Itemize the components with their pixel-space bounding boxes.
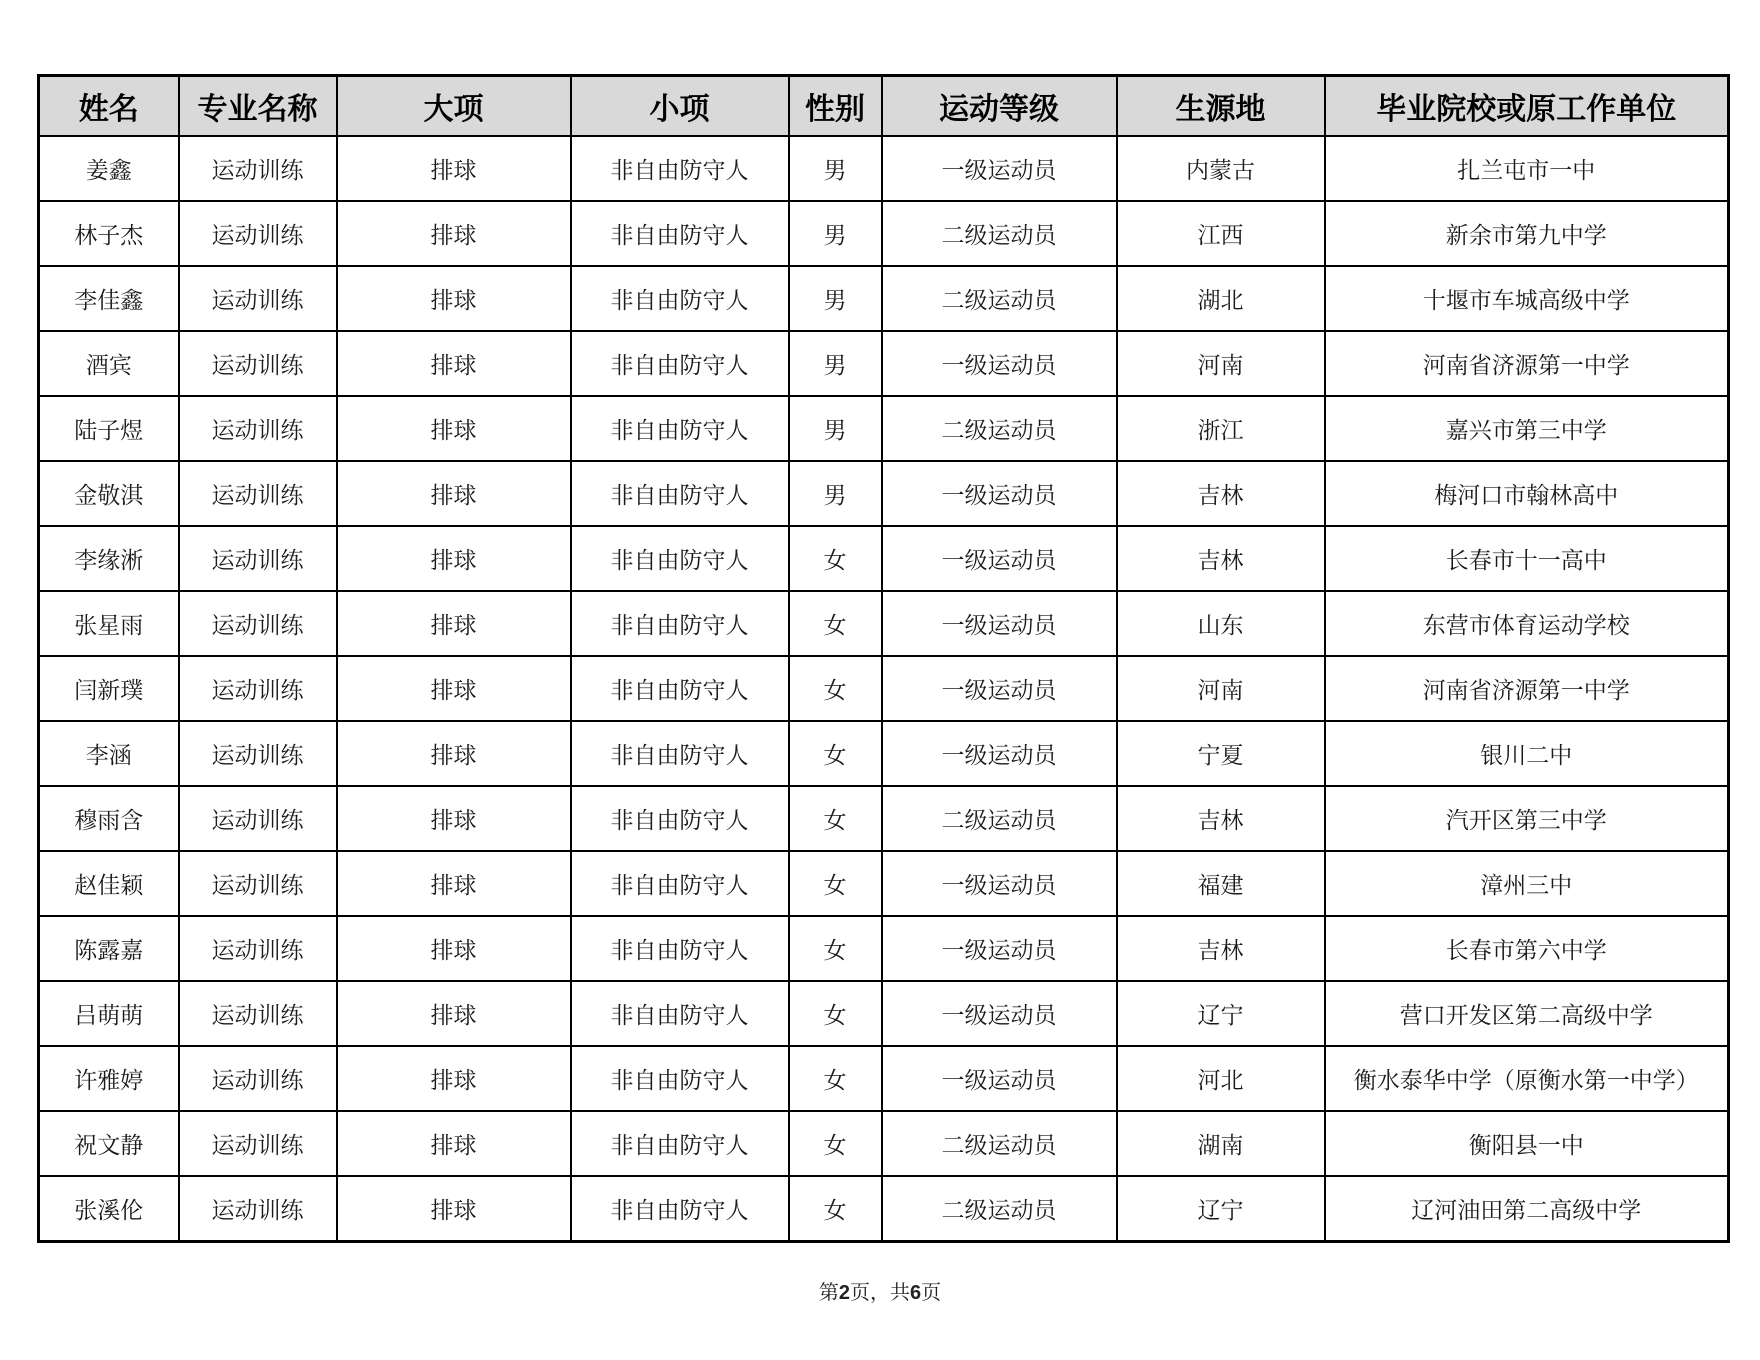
major-cell: 运动训练 [179, 851, 337, 916]
sport-cell: 排球 [337, 851, 571, 916]
gender-cell: 男 [789, 136, 882, 201]
name-cell: 酒宾 [39, 331, 179, 396]
level-cell: 一级运动员 [882, 851, 1117, 916]
origin-cell: 山东 [1117, 591, 1325, 656]
table-row [39, 136, 1729, 201]
level-cell: 一级运动员 [882, 331, 1117, 396]
major-cell: 运动训练 [179, 1046, 337, 1111]
header-origin: 生源地 [1117, 76, 1325, 137]
level-cell: 一级运动员 [882, 591, 1117, 656]
major-cell: 运动训练 [179, 201, 337, 266]
major-cell: 运动训练 [179, 331, 337, 396]
school-cell: 东营市体育运动学校 [1325, 591, 1729, 656]
event-cell: 非自由防守人 [571, 266, 789, 331]
school-cell: 十堰市车城高级中学 [1325, 266, 1729, 331]
header-gender: 性别 [789, 76, 882, 137]
gender-cell: 男 [789, 396, 882, 461]
school-cell: 辽河油田第二高级中学 [1325, 1176, 1729, 1242]
table-row [39, 981, 1729, 1046]
level-cell: 一级运动员 [882, 461, 1117, 526]
gender-cell: 男 [789, 266, 882, 331]
level-cell: 二级运动员 [882, 1111, 1117, 1176]
major-cell: 运动训练 [179, 981, 337, 1046]
name-cell: 金敬淇 [39, 461, 179, 526]
name-cell: 祝文静 [39, 1111, 179, 1176]
school-cell: 河南省济源第一中学 [1325, 656, 1729, 721]
gender-cell: 男 [789, 461, 882, 526]
sport-cell: 排球 [337, 1111, 571, 1176]
level-cell: 一级运动员 [882, 721, 1117, 786]
origin-cell: 吉林 [1117, 461, 1325, 526]
table-row [39, 1176, 1729, 1242]
sport-cell: 排球 [337, 201, 571, 266]
name-cell: 陈露嘉 [39, 916, 179, 981]
table-row [39, 916, 1729, 981]
name-cell: 穆雨含 [39, 786, 179, 851]
event-cell: 非自由防守人 [571, 591, 789, 656]
name-cell: 张溪伦 [39, 1176, 179, 1242]
gender-cell: 女 [789, 591, 882, 656]
major-cell: 运动训练 [179, 591, 337, 656]
name-cell: 李缘淅 [39, 526, 179, 591]
level-cell: 二级运动员 [882, 201, 1117, 266]
major-cell: 运动训练 [179, 526, 337, 591]
event-cell: 非自由防守人 [571, 396, 789, 461]
school-cell: 汽开区第三中学 [1325, 786, 1729, 851]
total-pages-number: 6 [910, 1282, 922, 1304]
gender-cell: 女 [789, 916, 882, 981]
page-middle-text: 页，共 [850, 1280, 910, 1304]
origin-cell: 吉林 [1117, 526, 1325, 591]
header-major: 专业名称 [179, 76, 337, 137]
table-row [39, 1046, 1729, 1111]
page-number [0, 1276, 1760, 1305]
sport-cell: 排球 [337, 1046, 571, 1111]
school-cell: 衡阳县一中 [1325, 1111, 1729, 1176]
header-name: 姓名 [39, 76, 179, 137]
table-row [39, 266, 1729, 331]
name-cell: 许雅婷 [39, 1046, 179, 1111]
school-cell: 营口开发区第二高级中学 [1325, 981, 1729, 1046]
sport-cell: 排球 [337, 136, 571, 201]
table-row [39, 786, 1729, 851]
gender-cell: 女 [789, 851, 882, 916]
gender-cell: 女 [789, 1111, 882, 1176]
name-cell: 林子杰 [39, 201, 179, 266]
gender-cell: 男 [789, 331, 882, 396]
name-cell: 吕萌萌 [39, 981, 179, 1046]
major-cell: 运动训练 [179, 396, 337, 461]
origin-cell: 辽宁 [1117, 981, 1325, 1046]
level-cell: 二级运动员 [882, 1176, 1117, 1242]
gender-cell: 女 [789, 786, 882, 851]
gender-cell: 女 [789, 526, 882, 591]
table-row [39, 721, 1729, 786]
level-cell: 一级运动员 [882, 656, 1117, 721]
sport-cell: 排球 [337, 591, 571, 656]
name-cell: 赵佳颖 [39, 851, 179, 916]
event-cell: 非自由防守人 [571, 916, 789, 981]
origin-cell: 吉林 [1117, 916, 1325, 981]
school-cell: 长春市十一高中 [1325, 526, 1729, 591]
header-athlete-level: 运动等级 [882, 76, 1117, 137]
sport-cell: 排球 [337, 656, 571, 721]
event-cell: 非自由防守人 [571, 1176, 789, 1242]
school-cell: 新余市第九中学 [1325, 201, 1729, 266]
sport-cell: 排球 [337, 266, 571, 331]
school-cell: 河南省济源第一中学 [1325, 331, 1729, 396]
header-sport: 大项 [337, 76, 571, 137]
current-page-number: 2 [838, 1282, 850, 1304]
school-cell: 衡水泰华中学（原衡水第一中学） [1325, 1046, 1729, 1111]
school-cell: 银川二中 [1325, 721, 1729, 786]
name-cell: 姜鑫 [39, 136, 179, 201]
level-cell: 一级运动员 [882, 1046, 1117, 1111]
event-cell: 非自由防守人 [571, 656, 789, 721]
event-cell: 非自由防守人 [571, 136, 789, 201]
gender-cell: 女 [789, 1176, 882, 1242]
major-cell: 运动训练 [179, 786, 337, 851]
major-cell: 运动训练 [179, 1111, 337, 1176]
event-cell: 非自由防守人 [571, 526, 789, 591]
table-row [39, 526, 1729, 591]
level-cell: 二级运动员 [882, 786, 1117, 851]
sport-cell: 排球 [337, 526, 571, 591]
event-cell: 非自由防守人 [571, 201, 789, 266]
origin-cell: 河南 [1117, 331, 1325, 396]
page-suffix: 页 [921, 1280, 942, 1304]
table-row [39, 851, 1729, 916]
table-row [39, 331, 1729, 396]
major-cell: 运动训练 [179, 916, 337, 981]
origin-cell: 辽宁 [1117, 1176, 1325, 1242]
gender-cell: 女 [789, 981, 882, 1046]
origin-cell: 河北 [1117, 1046, 1325, 1111]
event-cell: 非自由防守人 [571, 981, 789, 1046]
level-cell: 一级运动员 [882, 981, 1117, 1046]
origin-cell: 吉林 [1117, 786, 1325, 851]
origin-cell: 湖南 [1117, 1111, 1325, 1176]
gender-cell: 女 [789, 721, 882, 786]
origin-cell: 浙江 [1117, 396, 1325, 461]
school-cell: 嘉兴市第三中学 [1325, 396, 1729, 461]
sport-cell: 排球 [337, 721, 571, 786]
level-cell: 二级运动员 [882, 266, 1117, 331]
sport-cell: 排球 [337, 396, 571, 461]
school-cell: 漳州三中 [1325, 851, 1729, 916]
school-cell: 梅河口市翰林高中 [1325, 461, 1729, 526]
name-cell: 闫新璞 [39, 656, 179, 721]
event-cell: 非自由防守人 [571, 461, 789, 526]
table-row [39, 396, 1729, 461]
major-cell: 运动训练 [179, 721, 337, 786]
table-row [39, 201, 1729, 266]
event-cell: 非自由防守人 [571, 1111, 789, 1176]
sport-cell: 排球 [337, 916, 571, 981]
gender-cell: 女 [789, 1046, 882, 1111]
level-cell: 一级运动员 [882, 526, 1117, 591]
gender-cell: 男 [789, 201, 882, 266]
school-cell: 扎兰屯市一中 [1325, 136, 1729, 201]
table-body [39, 136, 1729, 1242]
origin-cell: 宁夏 [1117, 721, 1325, 786]
major-cell: 运动训练 [179, 656, 337, 721]
name-cell: 陆子煜 [39, 396, 179, 461]
event-cell: 非自由防守人 [571, 786, 789, 851]
name-cell: 张星雨 [39, 591, 179, 656]
origin-cell: 内蒙古 [1117, 136, 1325, 201]
sport-cell: 排球 [337, 461, 571, 526]
level-cell: 一级运动员 [882, 136, 1117, 201]
origin-cell: 福建 [1117, 851, 1325, 916]
origin-cell: 湖北 [1117, 266, 1325, 331]
header-event: 小项 [571, 76, 789, 137]
name-cell: 李佳鑫 [39, 266, 179, 331]
sport-cell: 排球 [337, 786, 571, 851]
origin-cell: 河南 [1117, 656, 1325, 721]
table-row [39, 591, 1729, 656]
event-cell: 非自由防守人 [571, 1046, 789, 1111]
table-row [39, 656, 1729, 721]
level-cell: 二级运动员 [882, 396, 1117, 461]
major-cell: 运动训练 [179, 136, 337, 201]
major-cell: 运动训练 [179, 1176, 337, 1242]
event-cell: 非自由防守人 [571, 851, 789, 916]
student-roster-table [37, 74, 1730, 1243]
name-cell: 李涵 [39, 721, 179, 786]
origin-cell: 江西 [1117, 201, 1325, 266]
header-row [39, 76, 1729, 137]
table-row [39, 1111, 1729, 1176]
sport-cell: 排球 [337, 331, 571, 396]
school-cell: 长春市第六中学 [1325, 916, 1729, 981]
header-school: 毕业院校或原工作单位 [1325, 76, 1729, 137]
level-cell: 一级运动员 [882, 916, 1117, 981]
table-row [39, 461, 1729, 526]
gender-cell: 女 [789, 656, 882, 721]
sport-cell: 排球 [337, 1176, 571, 1242]
major-cell: 运动训练 [179, 461, 337, 526]
page-prefix: 第 [818, 1280, 839, 1304]
event-cell: 非自由防守人 [571, 331, 789, 396]
sport-cell: 排球 [337, 981, 571, 1046]
event-cell: 非自由防守人 [571, 721, 789, 786]
major-cell: 运动训练 [179, 266, 337, 331]
